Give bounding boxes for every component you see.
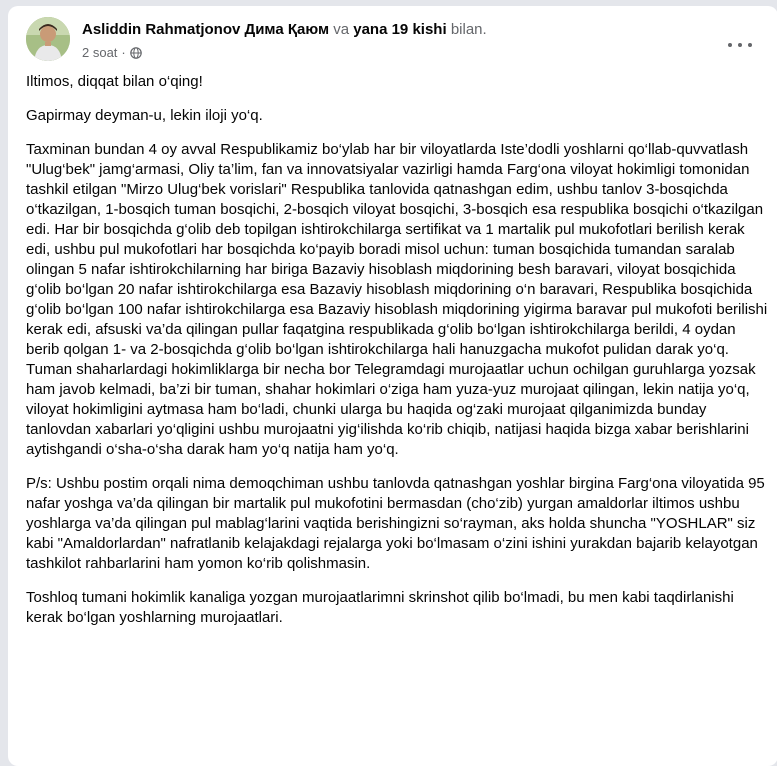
meta-separator: · — [121, 45, 126, 60]
bilan-word: bilan. — [450, 21, 487, 38]
globe-icon[interactable] — [130, 47, 142, 59]
post-author-line — [82, 21, 487, 38]
post-paragraph: Iltimos, diqqat bilan o‘qing! — [26, 73, 203, 90]
avatar-photo — [26, 17, 70, 61]
post-paragraph: Gapirmay deyman-u, lekin iloji yo‘q. — [26, 107, 263, 124]
tagged-person[interactable]: Дима Қаюм — [244, 21, 330, 38]
others-link[interactable]: yana 19 kishi — [353, 21, 447, 38]
post-meta — [82, 45, 142, 60]
post-paragraph: Toshloq tumani hokimlik kanaliga yozgan murojaatlarimni skrinshot qilib bo‘lmadi, bu men kabi taqdirlanishi kerak bo‘lgan yoshlarning murojaatlari. — [26, 589, 734, 626]
with-word: va — [333, 21, 350, 38]
post-timestamp[interactable]: 2 soat — [82, 45, 118, 60]
post-card — [8, 6, 777, 766]
more-options-icon[interactable] — [726, 37, 754, 53]
post-header — [26, 17, 766, 77]
post-body — [26, 72, 768, 642]
post-paragraph: P/s: Ushbu postim orqali nima demoqchiman ushbu tanlovda qatnashgan yoshlar birgina Farg‘ona viloyatida 95 nafar yoshga va’da qilingan bir martalik pul mukofotini bermasdan (cho‘zib) yurgan amaldorlar iltimos ushbu yoshlarga va’da qilingan pul mablag‘larini vaqtida berishingizni so‘rayman, aks holda shuncha "YOSHLAR" siz kabi "Amaldorlardan" nafratlanib kelajakdagi rejalarga yoki bo‘lmasam o‘zini ishini yurakdan bajarib kelayotgan tashkilot rahbarlarini ham yomon ko‘rib qolishmasin. — [26, 475, 765, 572]
avatar[interactable] — [26, 17, 70, 61]
post-paragraph: Taxminan bundan 4 oy avval Respublikamiz bo‘ylab har bir viloyatlarda Iste’dodli yoshlarni qo‘llab-quvvatlash "Ulug‘bek" jamg‘armasi, Oliy ta’lim, fan va innovatsiyalar vazirligi hamda Farg‘ona viloyat hokimligi tomonidan tashkil etilgan "Mirzo Ulug‘bek vorislari" Respublika tanlovida qatnashgan edim, ushbu tanlov 3-bosqichda o‘tkazilgan, 1-bosqich tuman bosqichi, 2-bosqich viloyat bosqichi, 3-bosqich esa respublika bosqichi o‘tkazilgan edi. Har bir bosqichda g‘olib deb topilgan ishtirokchilarga sertifikat va 1 martalik pul mukofotlari berilish kerak edi, ushbu pul mukofotlari har bosqichda ko‘payib boradi misol uchun: tuman bosqichida tumandan saralab olingan 5 nafar ishtirokchilarning har biriga Bazaviy hisoblash miqdorining besh baravari, viloyat bosqichida g‘olib bo‘lgan 20 nafar ishtirokchilarga esa Bazaviy hisoblash miqdorining o‘n baravari, Respublika bosqichida g‘olib bo‘lgan 100 nafar ishtirokchilarga esa Bazaviy hisoblash miqdorining yigirma baravar pul mukofoti berilishi kerak edi, afsuski va’da qilingan pullar faqatgina respublikada g‘olib bo‘lgan ishtirokchilarga berildi, 4 oydan berib qolgan 1- va 2-bosqichda g‘olib bo‘lgan ishtirokchilarga hali hanuzgacha mukofot pulidan darak yo‘q. Tuman shaharlardagi hokimliklarga bir necha bor Telegramdagi murojaatlar uchun ochilgan guruhlarga yozsak ham javob kelmadi, ba’zi bir tuman, shahar hokimlari o‘ziga ham yuza-yuz murojaat qilingan, lekin natija yo‘q, viloyat hokimligini aytmasa ham bo‘ladi, chunki ularga bu haqida og‘zaki murojaat qilganimizda bunday tanlovdan xabarlari yo‘qligini ushbu murojaatni yig‘ilishda ko‘rib chiqib, natijasi haqida bizga xabar berishlarini aytishgandi o‘sha-o‘sha darak ham yo‘q natija ham yo‘q. — [26, 141, 768, 458]
author-name[interactable]: Asliddin Rahmatjonov — [82, 21, 241, 38]
